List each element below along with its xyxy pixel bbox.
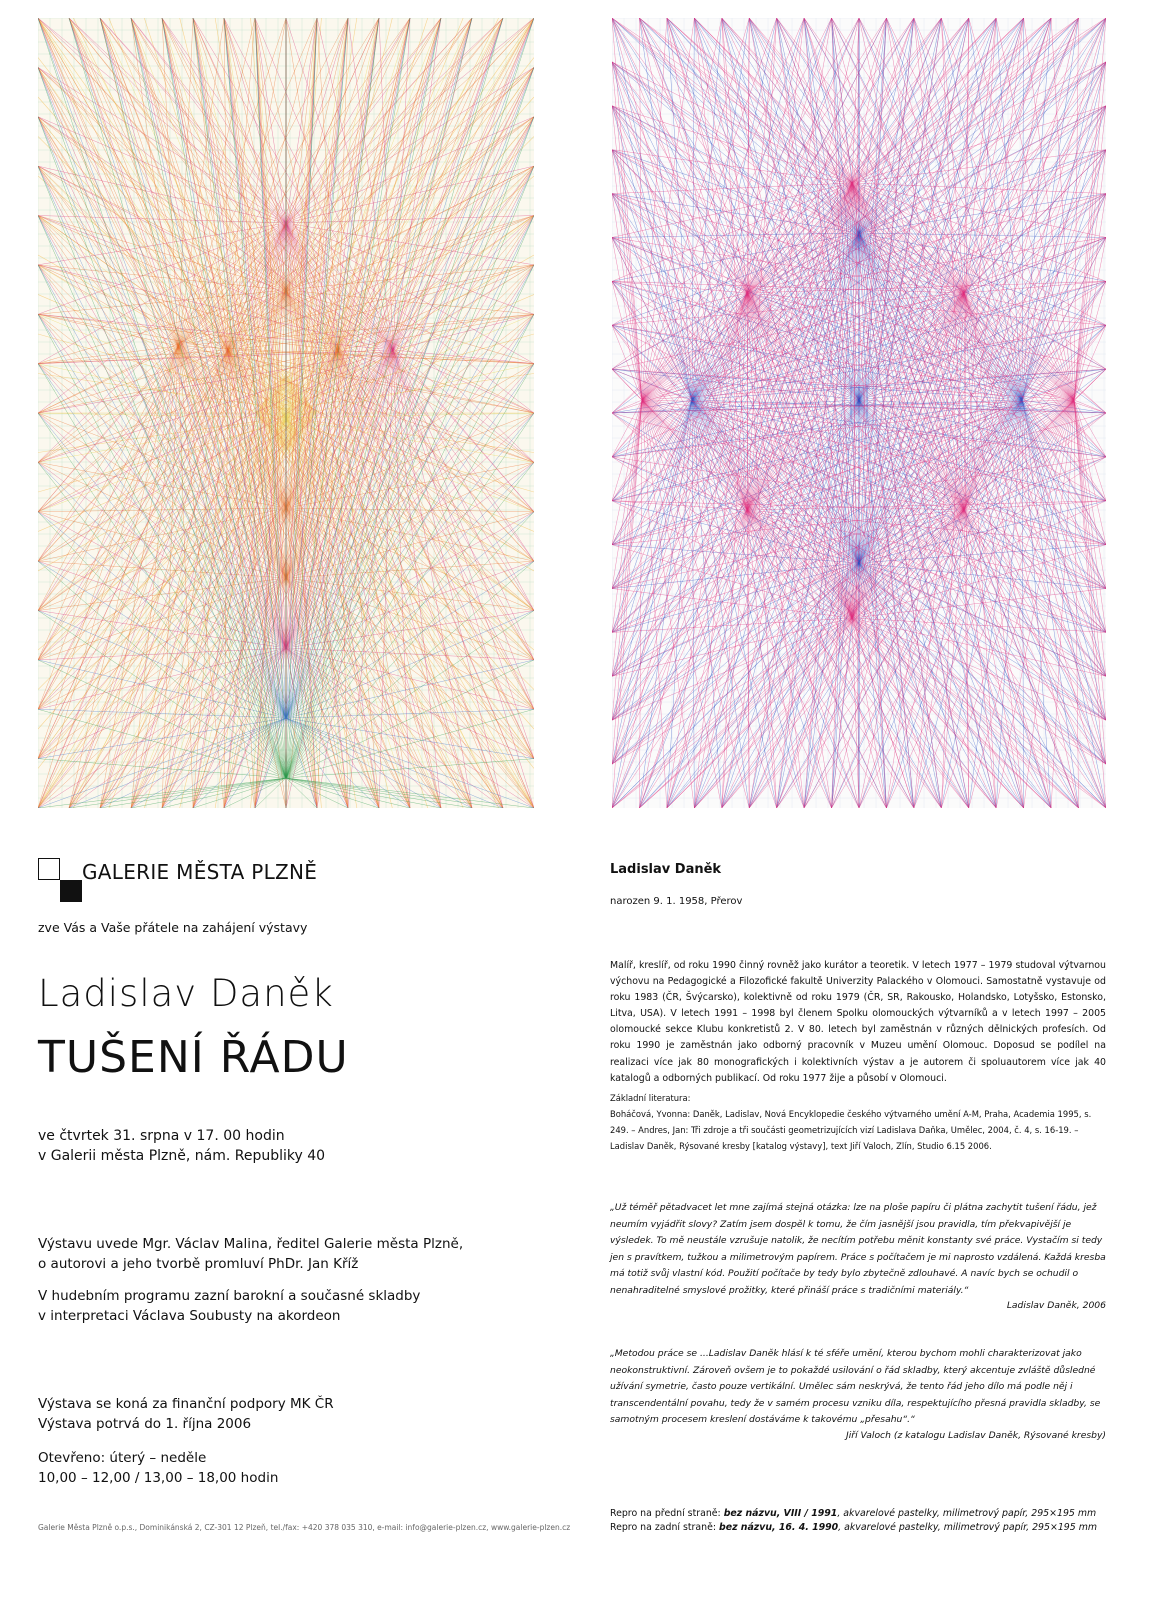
quote-valoch: „Metodou práce se ...Ladislav Daněk hlásí k té sféře umění, kterou bychom mohli charakterizovat jako neokonstruktivní. Zároveň ovšem je to pokaždé usilování o řád skladby, který akcentuje zvláště důsledné užívání symetrie, často pouze vertikální. Umělec sám neskrývá, že tento řád jeho dílo má podle něj i transcendentální povahu, tedy že v samém procesu vzniku díla, respektujícího přesná pravidla skladby, se samotným procesem kreslení dostáváme k takovému „přesahu“.“ (610, 1348, 1101, 1425)
bio-text: Malíř, kreslíř, od roku 1990 činný rovněž jako kurátor a teoretik. V letech 1977 – 1979 studoval výtvarnou výchovu na Pedagogické a Filozofické fakultě Univerzity Palackého v Olomouci. Samostatně vystavuje od roku 1983 (ČR, Švýcarsko), kolektivně od roku 1979 (ČR, SR, Rakousko, Holandsko, Lotyšsko, Estonsko, Litva, USA). V letech 1991 – 1998 byl členem Spolku olomouckých výtvarníků a v letech 1997 – 2005 olomoucké sekce Klubu konkretistů 2. V 80. letech byl zaměstnán v různých dělnických profesích. Od roku 1990 je zaměstnán jako odborný pracovník v Muzeu umění Olomouc. Doposud se podílel na realizaci více jak 80 monografických i kolektivních výstav a je autorem či spoluautorem více jak 40 katalogů a odborných publikací. Od roku 1977 žije a působí v Olomouci. (610, 960, 1106, 1084)
intro-line: o autorovi a jeho tvorbě promluví PhDr. Jan Kříž (38, 1256, 359, 1272)
logo-square-filled (60, 880, 82, 902)
repro-details: , akvarelové pastelky, milimetrový papír, 295×195 mm (837, 1508, 1097, 1519)
opening-hours (38, 1448, 558, 1488)
logo-square-outline (38, 858, 60, 880)
music-text (38, 1286, 558, 1326)
invitation-line: zve Vás a Vaše přátele na zahájení výstavy (38, 920, 308, 935)
opening-place: v Galerii města Plzně, nám. Republiky 40 (38, 1148, 326, 1164)
repro-title: bez názvu, 16. 4. 1990 (719, 1522, 839, 1533)
opening-info (38, 1126, 325, 1166)
quote-artist-signature: Ladislav Daněk, 2006 (1006, 1300, 1106, 1311)
repro-back (610, 1522, 1097, 1533)
repro-front (610, 1508, 1096, 1519)
artwork-back (612, 18, 1106, 808)
music-line: V hudebním programu zazní barokní a současné skladby (38, 1288, 421, 1304)
gallery-name: GALERIE MĚSTA PLZNĚ (82, 860, 318, 884)
support-line: Výstava potrvá do 1. října 2006 (38, 1416, 252, 1432)
support-line: Výstava se koná za finanční podpory MK ČR (38, 1396, 334, 1412)
artist-name: Ladislav Daněk (38, 972, 334, 1015)
quote-artist: „Už téměř pětadvacet let mne zajímá stejná otázka: lze na ploše papíru či plátna zachytit tušení řádu, jež neumím vyjádřit slovy? Zatím jsem dospěl k tomu, že čím jasnější jsou pravidla, tím překvapivější je výsledek. To mě neustále vzrušuje natolik, že necítím potřebu měnit konstanty své práce. Vystačím si tedy jen s pravítkem, tužkou a milimetrovým papírem. Práce s počítačem je mi naprosto vzdálená. Každá kresba má totiž svůj vlastní kód. Použití počítače by tedy bylo zbytečně zdlouhavé. A navíc bych se ochudil o nenahraditelné smyslové prožitky, které přináší práce s tradičními materiály.“ (610, 1202, 1106, 1296)
bio-name: Ladislav Daněk (610, 862, 722, 877)
literature-text: Boháčová, Yvonna: Daněk, Ladislav, Nová Encyklopedie českého výtvarného umění A-M, Praha, Academia 1995, s. 249. – Andres, Jan: Tři zdroje a tři součásti geometrizujících vizí Ladislava Daňka, Umělec, 2004, č. 4, s. 16-19. – Ladislav Daněk, Rýsované kresby [katalog výstavy], text Jiří Valoch, Zlín, Studio 6.15 2006. (610, 1109, 1092, 1151)
hours-times: 10,00 – 12,00 / 13,00 – 18,00 hodin (38, 1470, 279, 1486)
intro-line: Výstavu uvede Mgr. Václav Malina, ředitel Galerie města Plzně, (38, 1236, 464, 1252)
quote-valoch-signature: Jiří Valoch (z katalogu Ladislav Daněk, Rýsované kresby) (846, 1430, 1106, 1441)
support-text (38, 1394, 558, 1434)
exhibition-title: TUŠENÍ ŘÁDU (38, 1032, 349, 1083)
repro-prefix: Repro na přední straně: (610, 1508, 724, 1519)
intro-text (38, 1234, 558, 1274)
opening-date: ve čtvrtek 31. srpna v 17. 00 hodin (38, 1128, 285, 1144)
repro-details: , akvarelové pastelky, milimetrový papír, 295×195 mm (838, 1522, 1097, 1533)
literature-title: Základní literatura: (610, 1093, 691, 1103)
repro-prefix: Repro na zadní straně: (610, 1522, 719, 1533)
artwork-front (38, 18, 534, 808)
bio-born: narozen 9. 1. 1958, Přerov (610, 896, 743, 907)
gallery-contact: Galerie Města Plzně o.p.s., Dominikánská 2, CZ-301 12 Plzeň, tel./fax: +420 378 035 310, e-mail: info@galerie-plzen.cz, www.galerie-plzen.cz (38, 1523, 571, 1532)
literature (610, 1090, 1106, 1154)
music-line: v interpretaci Václava Soubusty na akordeon (38, 1308, 341, 1324)
repro-title: bez názvu, VIII / 1991 (723, 1508, 838, 1519)
hours-days: Otevřeno: úterý – neděle (38, 1450, 207, 1466)
